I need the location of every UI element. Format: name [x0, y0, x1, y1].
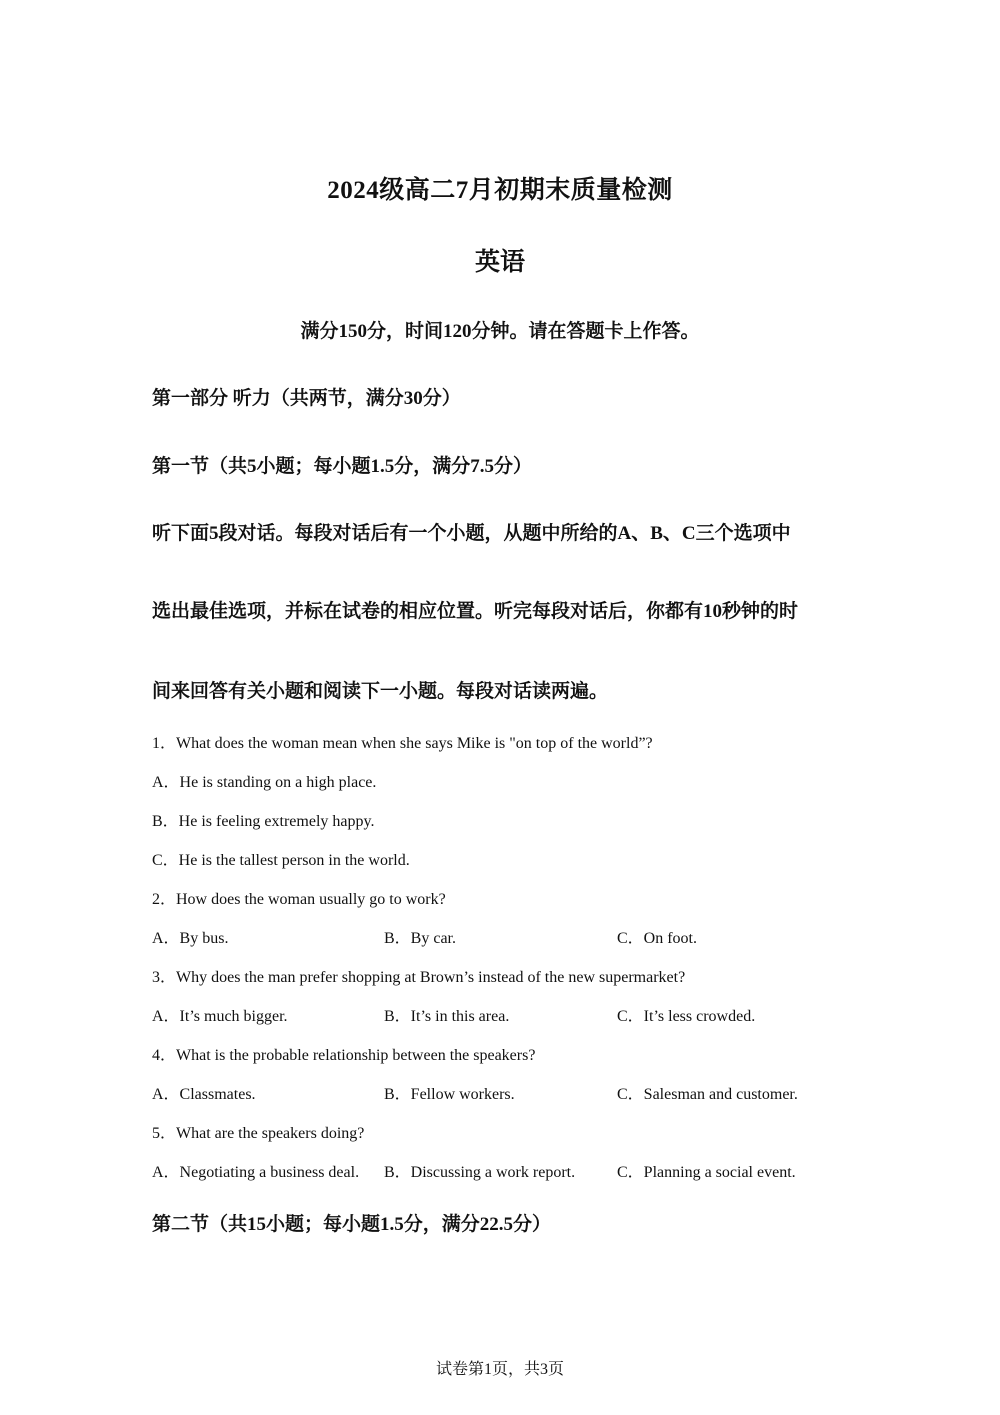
- instruction-line-2: 选出最佳选项，并标在试卷的相应位置。听完每段对话后，你都有10秒钟的时: [152, 601, 799, 622]
- question-5-stem: 5．What are the speakers doing?: [152, 1125, 365, 1142]
- question-2-stem: 2．How does the woman usually go to work?: [152, 891, 446, 908]
- question-1-stem: 1．What does the woman mean when she says Mike is "on top of the world”?: [152, 735, 653, 752]
- question-3-option-a: A．It’s much bigger.: [152, 1008, 288, 1025]
- question-1-option-a: A．He is standing on a high place.: [152, 774, 377, 791]
- exam-title: 2024级高二7月初期末质量检测: [327, 177, 673, 204]
- question-1-option-c: C．He is the tallest person in the world.: [152, 852, 410, 869]
- question-2-option-c: C．On foot.: [617, 930, 698, 947]
- question-5-option-c: C．Planning a social event.: [617, 1164, 796, 1181]
- question-3-option-b: B．It’s in this area.: [384, 1008, 510, 1025]
- question-5-option-a: A．Negotiating a business deal.: [152, 1164, 360, 1181]
- question-5-option-b: B．Discussing a work report.: [384, 1164, 576, 1181]
- section1-heading: 第一节（共5小题；每小题1.5分，满分7.5分）: [152, 456, 533, 477]
- exam-subject: 英语: [474, 249, 525, 276]
- question-2-option-a: A．By bus.: [152, 930, 229, 947]
- question-3-stem: 3．Why does the man prefer shopping at Brown’s instead of the new supermarket?: [152, 969, 686, 986]
- exam-note: 满分150分，时间120分钟。请在答题卡上作答。: [300, 321, 700, 342]
- page-footer: 试卷第1页，共3页: [435, 1361, 564, 1378]
- question-4-option-b: B．Fellow workers.: [384, 1086, 515, 1103]
- question-4-option-c: C．Salesman and customer.: [617, 1086, 798, 1103]
- part1-heading: 第一部分 听力（共两节，满分30分）: [152, 388, 461, 409]
- instruction-line-3: 间来回答有关小题和阅读下一小题。每段对话读两遍。: [152, 681, 609, 702]
- question-4-option-a: A．Classmates.: [152, 1086, 256, 1103]
- question-3-option-c: C．It’s less crowded.: [617, 1008, 756, 1025]
- question-1-option-b: B．He is feeling extremely happy.: [152, 813, 375, 830]
- question-4-stem: 4．What is the probable relationship between the speakers?: [152, 1047, 536, 1064]
- section2-heading: 第二节（共15小题；每小题1.5分，满分22.5分）: [152, 1214, 552, 1235]
- instruction-line-1: 听下面5段对话。每段对话后有一个小题，从题中所给的A、B、C三个选项中: [152, 523, 791, 544]
- question-2-option-b: B．By car.: [384, 930, 456, 947]
